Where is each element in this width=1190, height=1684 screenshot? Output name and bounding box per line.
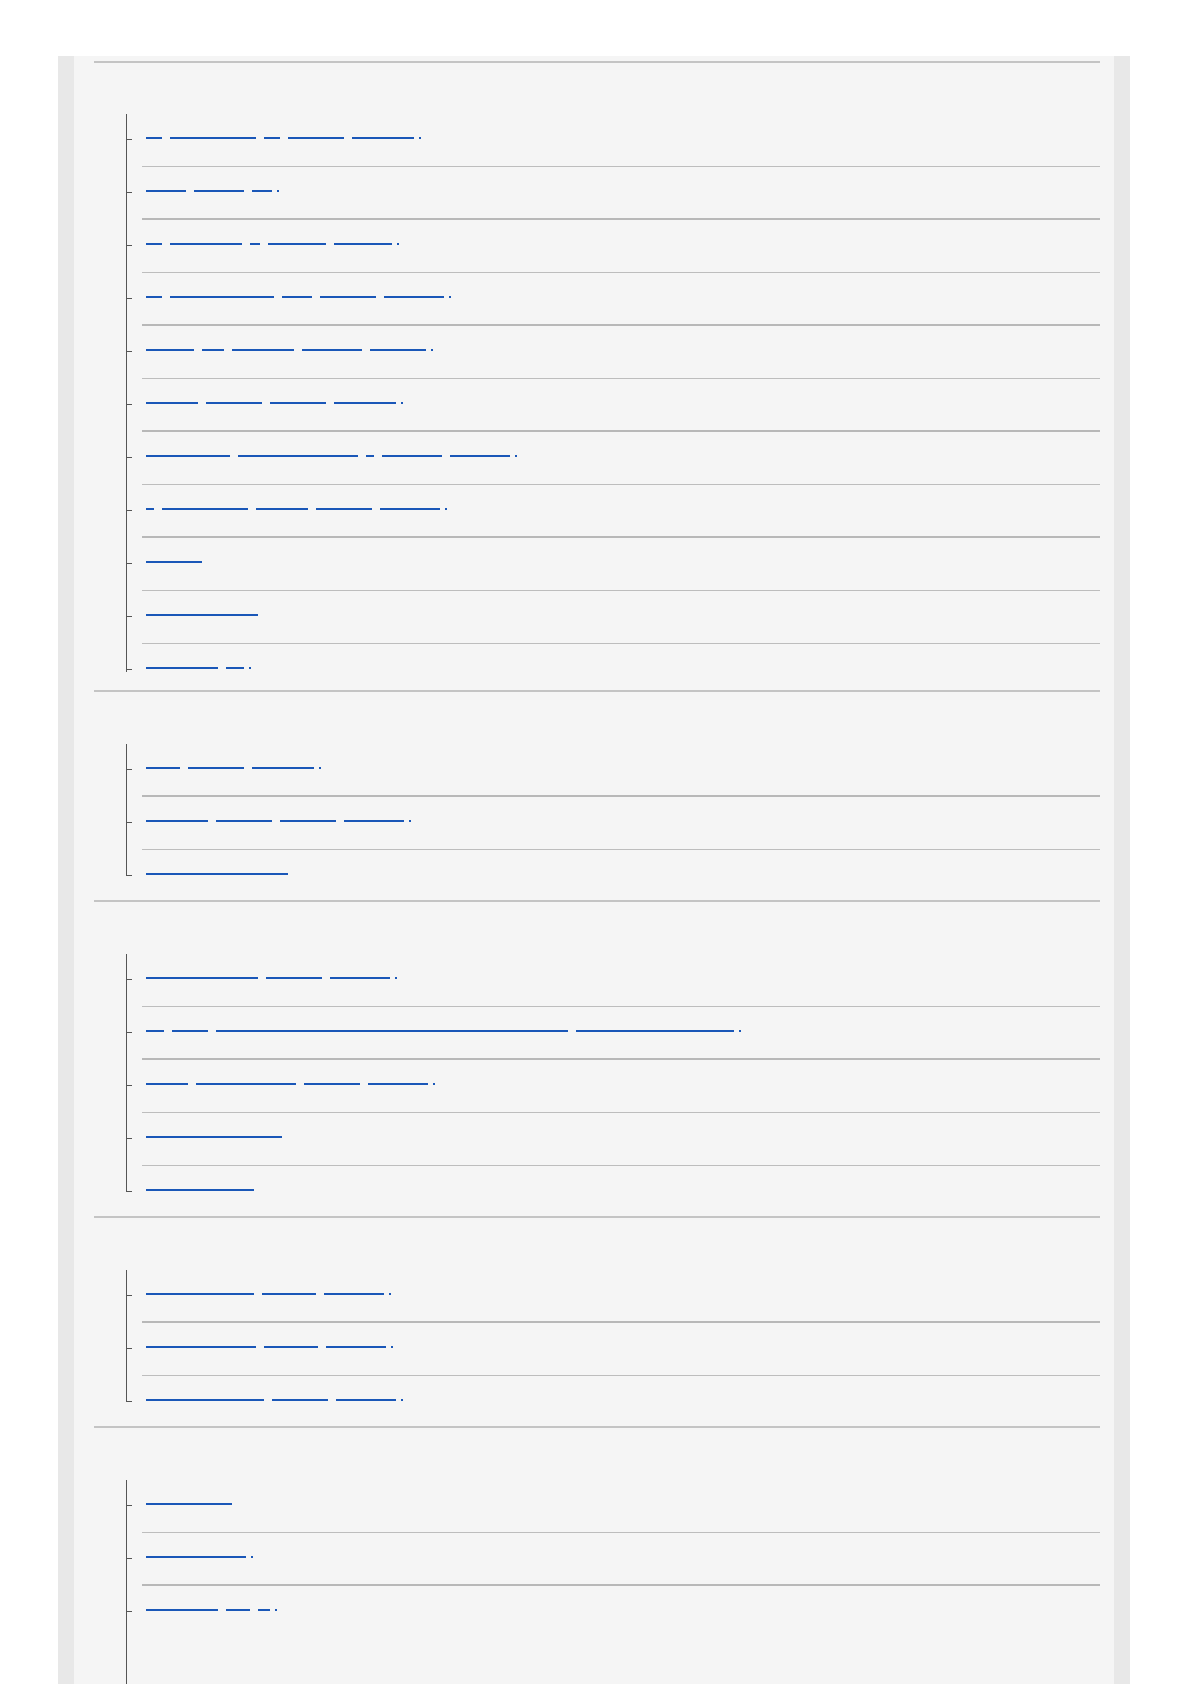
redacted-link[interactable] bbox=[146, 242, 399, 245]
link-label bbox=[126, 1586, 127, 1587]
link-item[interactable] bbox=[126, 1113, 1100, 1166]
redacted-link[interactable] bbox=[146, 1345, 393, 1348]
link-label bbox=[126, 850, 127, 851]
link-label bbox=[126, 1533, 127, 1534]
link-item[interactable] bbox=[126, 1007, 1100, 1060]
redacted-link[interactable] bbox=[146, 1502, 240, 1505]
tree-tick bbox=[126, 1191, 132, 1192]
tree-tick bbox=[126, 510, 132, 511]
link-item[interactable] bbox=[126, 797, 1100, 850]
link-label bbox=[126, 432, 127, 433]
link-label bbox=[126, 1113, 127, 1114]
redacted-link[interactable] bbox=[146, 1555, 253, 1558]
link-label bbox=[126, 167, 127, 168]
redacted-link[interactable] bbox=[146, 1398, 403, 1401]
link-item[interactable] bbox=[126, 1533, 1100, 1586]
link-item[interactable] bbox=[126, 1270, 1100, 1323]
link-label bbox=[126, 591, 127, 592]
section-divider bbox=[94, 690, 1100, 692]
link-item[interactable] bbox=[126, 591, 1100, 644]
redacted-link[interactable] bbox=[146, 507, 447, 510]
redacted-link[interactable] bbox=[146, 613, 266, 616]
redacted-link[interactable] bbox=[146, 766, 321, 769]
redacted-link[interactable] bbox=[146, 819, 411, 822]
link-group-1 bbox=[126, 114, 1100, 697]
link-group-4 bbox=[126, 1270, 1100, 1429]
redacted-link[interactable] bbox=[146, 136, 421, 139]
link-group-3 bbox=[126, 954, 1100, 1219]
tree-tick bbox=[126, 563, 132, 564]
link-item[interactable] bbox=[126, 954, 1100, 1007]
tree-tick bbox=[126, 1558, 132, 1559]
link-item[interactable] bbox=[126, 1376, 1100, 1429]
redacted-link[interactable] bbox=[146, 189, 279, 192]
link-item[interactable] bbox=[126, 379, 1100, 432]
link-label bbox=[126, 485, 127, 486]
tree-tick bbox=[126, 822, 132, 823]
link-item[interactable] bbox=[126, 273, 1100, 326]
redacted-link[interactable] bbox=[146, 348, 433, 351]
tree-tick bbox=[126, 669, 132, 670]
link-group-5 bbox=[126, 1480, 1100, 1639]
tree-tick bbox=[126, 875, 132, 876]
tree-tick bbox=[126, 979, 132, 980]
tree-tick bbox=[126, 404, 132, 405]
link-label bbox=[126, 220, 127, 221]
tree-tick bbox=[126, 1032, 132, 1033]
redacted-link[interactable] bbox=[146, 401, 403, 404]
link-label bbox=[126, 1060, 127, 1061]
section-divider bbox=[94, 1426, 1100, 1428]
tree-tick bbox=[126, 616, 132, 617]
link-item[interactable] bbox=[126, 1323, 1100, 1376]
link-label bbox=[126, 744, 127, 745]
redacted-link[interactable] bbox=[146, 1082, 435, 1085]
link-label bbox=[126, 1323, 127, 1324]
link-group-2 bbox=[126, 744, 1100, 903]
tree-tick bbox=[126, 1505, 132, 1506]
tree-tick bbox=[126, 1138, 132, 1139]
link-item[interactable] bbox=[126, 1480, 1100, 1533]
link-label bbox=[126, 326, 127, 327]
tree-tick bbox=[126, 139, 132, 140]
link-item[interactable] bbox=[126, 114, 1100, 167]
section-divider bbox=[94, 61, 1100, 63]
redacted-link[interactable] bbox=[146, 454, 517, 457]
redacted-link[interactable] bbox=[146, 1135, 290, 1138]
redacted-link[interactable] bbox=[146, 1292, 391, 1295]
link-item[interactable] bbox=[126, 432, 1100, 485]
tree-tick bbox=[126, 298, 132, 299]
link-item[interactable] bbox=[126, 1166, 1100, 1219]
redacted-link[interactable] bbox=[146, 295, 451, 298]
link-item[interactable] bbox=[126, 744, 1100, 797]
link-item[interactable] bbox=[126, 167, 1100, 220]
redacted-link[interactable] bbox=[146, 1029, 741, 1032]
redacted-link[interactable] bbox=[146, 872, 296, 875]
tree-tick bbox=[126, 769, 132, 770]
tree-tick bbox=[126, 192, 132, 193]
link-label bbox=[126, 273, 127, 274]
redacted-link[interactable] bbox=[146, 976, 397, 979]
link-item[interactable] bbox=[126, 485, 1100, 538]
link-label bbox=[126, 797, 127, 798]
redacted-link[interactable] bbox=[146, 1188, 262, 1191]
link-label bbox=[126, 1166, 127, 1167]
link-label bbox=[126, 1270, 127, 1271]
link-label bbox=[126, 954, 127, 955]
section-divider bbox=[94, 1216, 1100, 1218]
link-label bbox=[126, 114, 127, 115]
link-item[interactable] bbox=[126, 1060, 1100, 1113]
link-label bbox=[126, 379, 127, 380]
link-item[interactable] bbox=[126, 538, 1100, 591]
link-item[interactable] bbox=[126, 326, 1100, 379]
tree-tick bbox=[126, 1085, 132, 1086]
link-item[interactable] bbox=[126, 1586, 1100, 1639]
tree-tick bbox=[126, 1295, 132, 1296]
link-item[interactable] bbox=[126, 220, 1100, 273]
link-label bbox=[126, 1007, 127, 1008]
redacted-link[interactable] bbox=[146, 560, 210, 563]
redacted-link[interactable] bbox=[146, 1608, 277, 1611]
link-label bbox=[126, 1480, 127, 1481]
link-label bbox=[126, 1376, 127, 1377]
tree-tick bbox=[126, 457, 132, 458]
link-label bbox=[126, 538, 127, 539]
tree-tick bbox=[126, 245, 132, 246]
tree-tick bbox=[126, 1401, 132, 1402]
section-divider bbox=[94, 900, 1100, 902]
tree-tick bbox=[126, 351, 132, 352]
redacted-link[interactable] bbox=[146, 666, 251, 669]
tree-tick bbox=[126, 1348, 132, 1349]
tree-tick bbox=[126, 1611, 132, 1612]
link-label bbox=[126, 644, 127, 645]
link-item[interactable] bbox=[126, 850, 1100, 903]
